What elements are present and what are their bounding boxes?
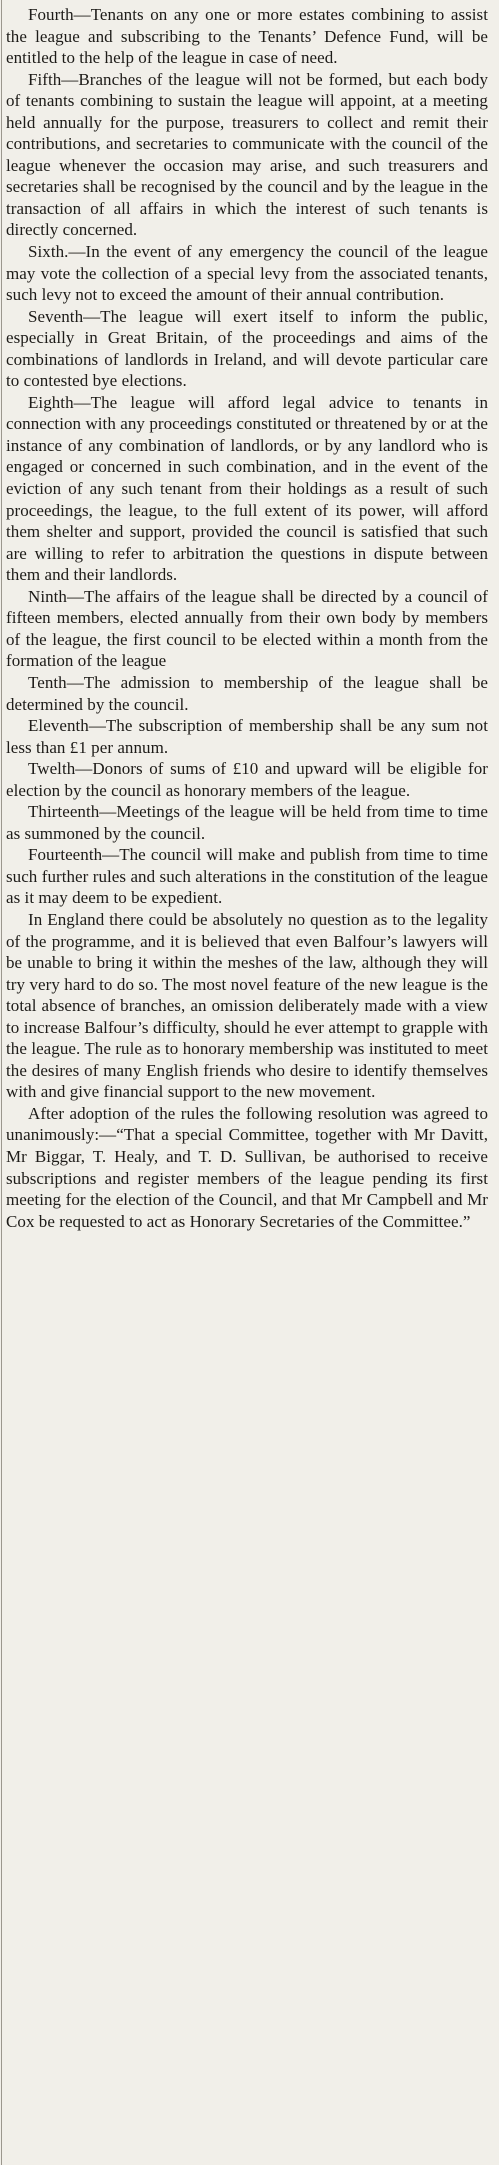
- paragraph-rule-sixth: Sixth.—In the event of any emergency the council of the league may vote the collection of a special levy from the associated tenants, such levy not to exceed the amount of their annual contribution.: [6, 242, 488, 305]
- paragraph-rule-seventh: Seventh—The league will exert itself to inform the public, especially in Great Britain, of the proceedings and aims of the combinations of landlords in Ireland, and will devote particular care to contested bye elections.: [6, 306, 488, 391]
- paragraph-rule-thirteenth: Thirteenth—Meetings of the league will be held from time to time as summoned by the council.: [6, 802, 488, 843]
- paragraph-rule-fourth: Fourth—Tenants on any one or more estates combining to assist the league and subscribing to the Tenants’ Defence Fund, will be entitled to the help of the league in case of need.: [6, 5, 488, 68]
- newspaper-column: [6, 4, 488, 2160]
- paragraph-commentary: In England there could be absolutely no question as to the legality of the programme, and it is believed that even Balfour’s lawyers will be unable to bring it within the meshes of the law, although they will try very hard to do so. The most novel feature of the new league is the total absence of branches, an omission deliberately made with a view to increase Balfour’s difficulty, should he ever attempt to grapple with the league. The rule as to honorary membership was instituted to meet the desires of many English friends who desire to identify themselves with and give financial support to the new movement.: [6, 909, 488, 1102]
- paragraph-rule-fifth: Fifth—Branches of the league will not be formed, but each body of tenants combining to sustain the league will appoint, at a meeting held annually for the purpose, treasurers to collect and remit their contributions, and secretaries to communicate with the council of the league whenever the occasion may arise, and such treasurers and secretaries shall be recognised by the council and by the league in the transaction of all affairs in which the interest of such tenants is directly concerned.: [6, 69, 488, 240]
- paragraph-rule-eleventh: Eleventh—The subscription of membership shall be any sum not less than £1 per annum.: [6, 716, 488, 757]
- paragraph-rule-tenth: Tenth—The admission to membership of the league shall be determined by the council.: [6, 672, 488, 714]
- column-rule: [1, 0, 2, 2165]
- paragraph-rule-twelth: Twelth—Donors of sums of £10 and upward will be eligible for election by the council as honorary members of the league.: [6, 759, 488, 800]
- paragraph-resolution: After adoption of the rules the following resolution was agreed to unanimously:—“That a special Committee, together with Mr Davitt, Mr Biggar, T. Healy, and T. D. Sullivan, be authorised to receive subscriptions and register members of the league pending its first meeting for the election of the Council, and that Mr Campbell and Mr Cox be requested to act as Honorary Secretaries of the Committee.”: [6, 1103, 488, 1231]
- paragraph-rule-ninth: Ninth—The affairs of the league shall be directed by a council of fifteen members, elected annually from their own body by members of the league, the first council to be elected within a month from the formation of the league: [6, 586, 488, 671]
- paragraph-rule-eighth: Eighth—The league will afford legal advice to tenants in connection with any proceedings constituted or threatened by or at the instance of any combination of landlords, or by any landlord who is engaged or concerned in such combination, and in the event of the eviction of any such tenant from their holdings as a result of such proceedings, the league, to the full extent of its power, will afford them shelter and support, provided the council is satisfied that such are willing to refer to arbitration the questions in dispute between them and their landlords.: [6, 392, 488, 585]
- paragraph-rule-fourteenth: Fourteenth—The council will make and publish from time to time such further rules and such alterations in the constitution of the league as it may deem to be expedient.: [6, 845, 488, 908]
